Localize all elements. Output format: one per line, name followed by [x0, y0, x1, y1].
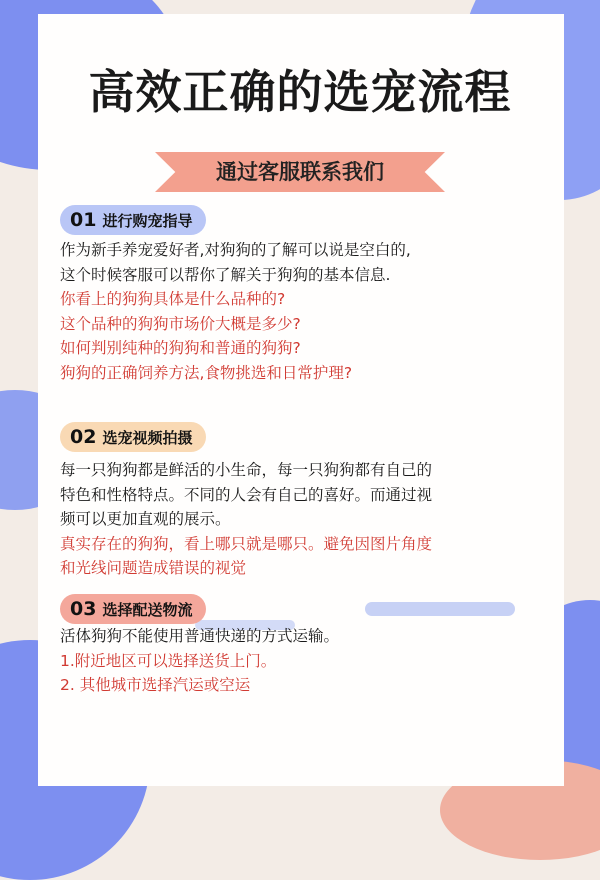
body-line: 活体狗狗不能使用普通快递的方式运输。	[60, 627, 340, 645]
section-heading	[60, 422, 206, 452]
section-body	[60, 624, 540, 698]
highlight-line: 2. 其他城市选择汽运或空运	[60, 676, 251, 694]
body-line: 每一只狗狗都是鲜活的小生命，每一只狗狗都有自己的	[60, 461, 433, 479]
section-number: 03	[70, 598, 97, 620]
subtitle: 通过客服联系我们	[216, 160, 384, 184]
section-title: 进行购宠指导	[102, 212, 193, 230]
section-number: 02	[70, 426, 97, 448]
highlight-line: 真实存在的狗狗，看上哪只就是哪只。避免因图片角度	[60, 534, 433, 553]
highlight-line: 1.附近地区可以选择送货上门。	[60, 651, 277, 670]
section-title: 选择配送物流	[102, 601, 193, 619]
decor-smear	[365, 602, 515, 616]
section-heading	[60, 594, 206, 624]
body-line: 作为新手养宠爱好者,对狗狗的了解可以说是空白的,	[60, 241, 411, 259]
highlight-line: 狗狗的正确饲养方法,食物挑选和日常护理?	[60, 363, 353, 382]
section-body	[60, 458, 540, 581]
page-title: 高效正确的选宠流程	[88, 65, 512, 119]
body-line: 频可以更加直观的展示。	[60, 510, 231, 528]
highlight-line: 这个品种的狗狗市场价大概是多少?	[60, 314, 301, 333]
section-body	[60, 238, 540, 385]
section-number: 01	[70, 209, 97, 231]
body-line: 特色和性格特点。不同的人会有自己的喜好。而通过视	[60, 485, 433, 504]
body-line: 这个时候客服可以帮你了解关于狗狗的基本信息.	[60, 265, 391, 284]
highlight-line: 你看上的狗狗具体是什么品种的?	[60, 290, 286, 308]
highlight-line: 和光线问题造成错误的视觉	[60, 559, 247, 577]
highlight-line: 如何判别纯种的狗狗和普通的狗狗?	[60, 339, 301, 357]
section-heading	[60, 205, 206, 235]
section-title: 选宠视频拍摄	[102, 429, 193, 447]
